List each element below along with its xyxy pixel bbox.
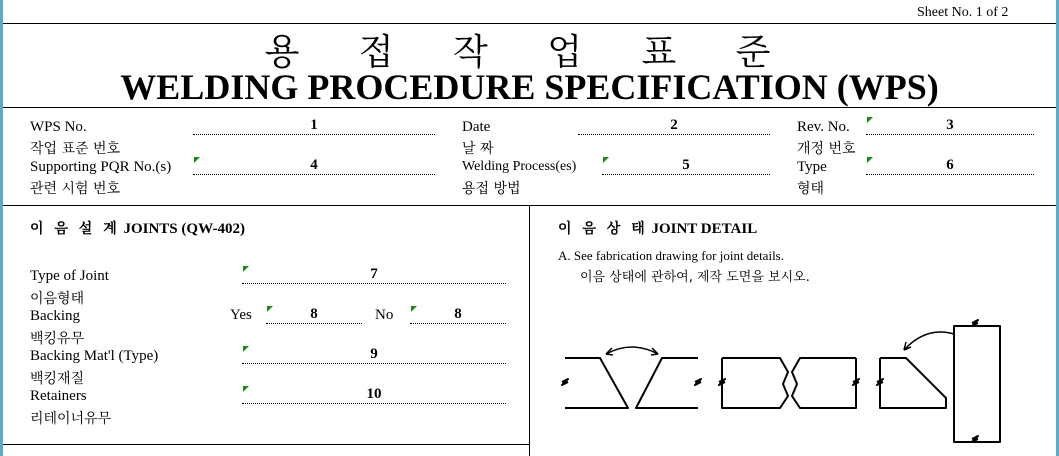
welding-process-field[interactable]: 5 <box>602 158 770 175</box>
divider <box>3 107 1056 108</box>
backing-material-label: Backing Mat'l (Type) <box>30 348 159 364</box>
backing-no-field[interactable]: 8 <box>410 307 506 324</box>
backing-yes-label: Yes <box>230 307 252 323</box>
type-field[interactable]: 6 <box>866 158 1034 175</box>
divider <box>529 205 530 456</box>
joints-heading-english: JOINTS (QW-402) <box>123 221 245 237</box>
rev-no-field[interactable]: 3 <box>866 118 1034 135</box>
divider <box>3 444 529 445</box>
type-of-joint-korean: 이음형태 <box>30 291 85 307</box>
single-v-butt-joint-sketch <box>562 347 701 408</box>
wps-no-label: WPS No. <box>30 119 87 135</box>
retainers-korean: 리테이너유무 <box>30 411 112 427</box>
wps-no-field[interactable]: 1 <box>193 118 435 135</box>
pqr-no-field[interactable]: 4 <box>193 158 435 175</box>
rev-no-korean: 개정 번호 <box>797 141 856 157</box>
wps-no-korean: 작업 표준 번호 <box>30 141 121 157</box>
joint-detail-heading-english: JOINT DETAIL <box>651 221 758 237</box>
date-field[interactable]: 2 <box>578 118 770 135</box>
type-of-joint-label: Type of Joint <box>30 268 109 284</box>
title-english: WELDING PROCEDURE SPECIFICATION (WPS) <box>120 67 939 107</box>
backing-material-field[interactable]: 9 <box>242 347 506 364</box>
type-korean: 형태 <box>797 181 825 197</box>
welding-process-korean: 용접 방법 <box>462 181 521 197</box>
joint-detail-note-korean: 이음 상태에 관하여, 제작 도면을 보시오. <box>580 270 810 285</box>
sheet-number: Sheet No. 1 of 2 <box>917 5 1009 20</box>
date-label: Date <box>462 119 491 135</box>
backing-label: Backing <box>30 308 80 324</box>
joint-detail-heading <box>558 218 757 238</box>
title-korean: 용 접 작 업 표 준 <box>264 32 795 73</box>
rev-no-label: Rev. No. <box>797 119 850 135</box>
corner-joint-sketch <box>877 320 1000 442</box>
backing-material-korean: 백킹재질 <box>30 371 85 387</box>
joint-detail-heading-korean: 이 음 상 태 <box>558 221 648 237</box>
retainers-label: Retainers <box>30 388 87 404</box>
joints-heading <box>30 218 245 238</box>
double-v-butt-joint-sketch <box>719 358 859 408</box>
type-of-joint-field[interactable]: 7 <box>242 267 506 284</box>
backing-no-label: No <box>375 307 394 323</box>
joints-heading-korean: 이 음 설 계 <box>30 221 120 237</box>
pqr-no-korean: 관련 시험 번호 <box>30 181 121 197</box>
welding-process-label: Welding Process(es) <box>462 159 577 174</box>
backing-korean: 백킹유무 <box>30 331 85 347</box>
type-label: Type <box>797 159 827 175</box>
pqr-no-label: Supporting PQR No.(s) <box>30 159 172 175</box>
date-korean: 날 짜 <box>462 141 494 157</box>
backing-yes-field[interactable]: 8 <box>266 307 362 324</box>
retainers-field[interactable]: 10 <box>242 387 506 404</box>
joint-detail-note: A. See fabrication drawing for joint details. <box>558 248 784 263</box>
